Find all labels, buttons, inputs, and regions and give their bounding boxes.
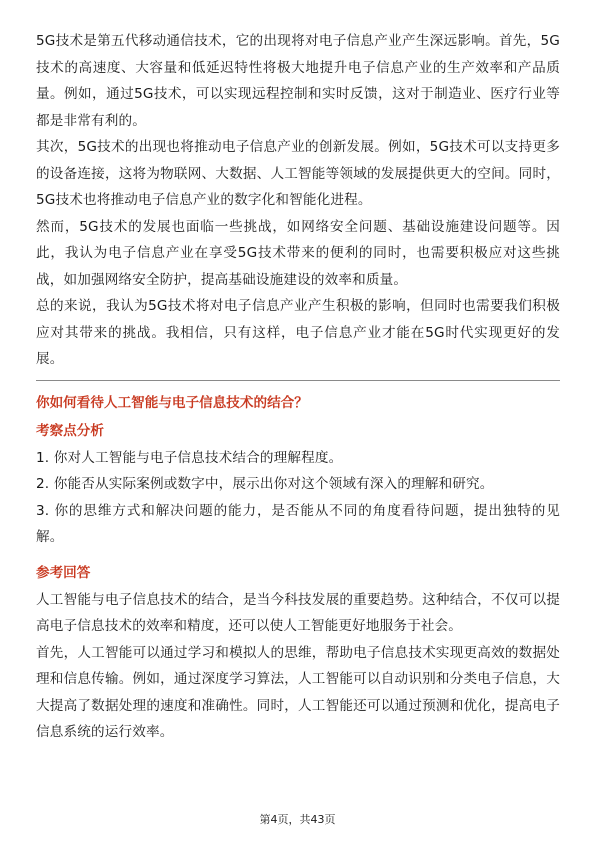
analysis-item-2: 2. 你能否从实际案例或数字中，展示出你对这个领域有深入的理解和研究。 (36, 476, 494, 492)
analysis-item-3: 3. 你的思维方式和解决问题的能力，是否能从不同的角度看待问题，提出独特的见解。 (36, 502, 560, 545)
intro-paragraph-1: 5G技术是第五代移动通信技术，它的出现将对电子信息产业产生深远影响。首先，5G技术的高速度、大容量和低延迟特性将极大地提升电子信息产业的生产效率和产品质量。例如，通过5G技术，可以实现远程控制和实时反馈，这对于制造业、医疗行业等都是非常有利的。 (36, 33, 560, 129)
intro-paragraph-3: 然而，5G技术的发展也面临一些挑战，如网络安全问题、基础设施建设问题等。因此，我认为电子信息产业在享受5G技术带来的便利的同时，也需要积极应对这些挑战，如加强网络安全防护，提高基础设施建设的效率和质量。 (36, 218, 560, 288)
answer-paragraph-2: 首先，人工智能可以通过学习和模拟人的思维，帮助电子信息技术实现更高效的数据处理和信息传输。例如，通过深度学习算法，人工智能可以自动识别和分类电子信息，大大提高了数据处理的速度和准确性。同时，人工智能还可以通过预测和优化，提高电子信息系统的运行效率。 (36, 644, 560, 740)
analysis-heading: 考察点分析 (36, 422, 104, 439)
answer-heading: 参考回答 (36, 564, 91, 581)
page-content (36, 28, 560, 746)
intro-paragraph-4: 总的来说，我认为5G技术将对电子信息产业产生积极的影响，但同时也需要我们积极应对其带来的挑战。我相信，只有这样，电子信息产业才能在5G时代实现更好的发展。 (36, 298, 560, 367)
question-title: 你如何看待人工智能与电子信息技术的结合？ (36, 394, 308, 411)
answer-paragraph-1: 人工智能与电子信息技术的结合，是当今科技发展的重要趋势。这种结合，不仅可以提高电子信息技术的效率和精度，还可以使人工智能更好地服务于社会。 (36, 591, 560, 634)
intro-paragraph-2: 其次，5G技术的出现也将推动电子信息产业的创新发展。例如，5G技术可以支持更多的设备连接，这将为物联网、大数据、人工智能等领域的发展提供更大的空间。同时，5G技术也将推动电子信息产业的数字化和智能化进程。 (36, 139, 560, 208)
analysis-item-1: 1. 你对人工智能与电子信息技术结合的理解程度。 (36, 449, 343, 466)
page-number: 第4页，共43页 (259, 813, 336, 826)
section-divider (36, 380, 560, 381)
